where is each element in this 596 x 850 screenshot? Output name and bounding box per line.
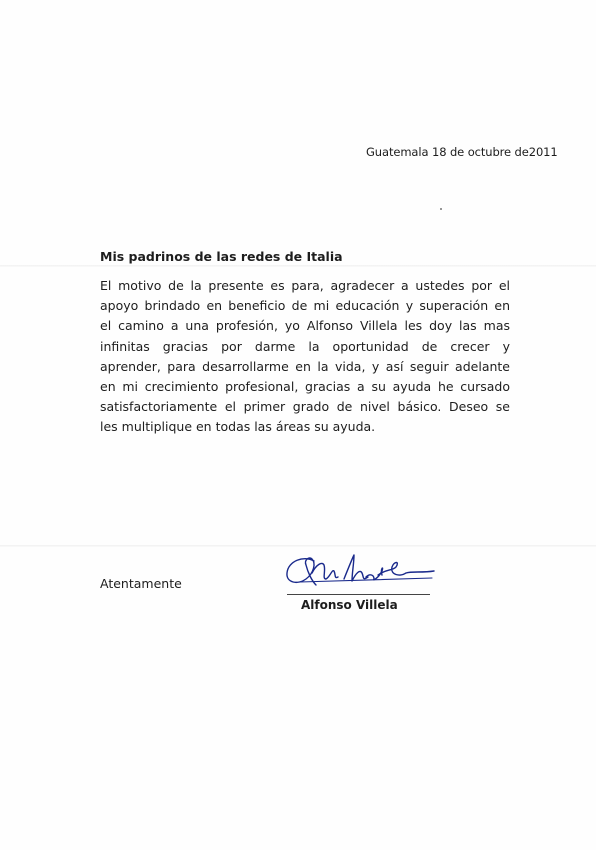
letter-greeting: Mis padrinos de las redes de Italia — [100, 249, 343, 264]
body-line-1: El motivo de la presente es para, agradecer a ustedes por el — [100, 278, 510, 293]
letter-body — [100, 276, 510, 438]
ink-speck — [440, 208, 442, 210]
signer-name: Alfonso Villela — [301, 598, 398, 612]
body-line-8: les multiplique en todas las áreas su ayuda. — [100, 419, 376, 435]
letter-date: Guatemala 18 de octubre de2011 — [366, 145, 558, 159]
body-line-4: infinitas gracias por darme la oportunidad de crecer y — [100, 338, 510, 354]
body-line-3: el camino a una profesión, yo Alfonso Villela les doy las mas — [100, 318, 510, 334]
body-line-5: aprender, para desarrollarme en la vida, y así seguir adelante — [100, 358, 510, 374]
body-line-2: apoyo brindado en beneficio de mi educación y superación en — [100, 298, 510, 314]
signature-line — [287, 594, 430, 595]
paper-fold-line-bottom — [0, 545, 596, 547]
body-line-6: en mi crecimiento profesional, gracias a su ayuda he cursado — [100, 379, 510, 395]
letter-closing: Atentamente — [100, 576, 182, 591]
handwritten-signature — [282, 551, 442, 595]
paper-fold-line-top — [0, 265, 596, 267]
body-line-7: satisfactoriamente el primer grado de nivel básico. Deseo se — [100, 399, 510, 415]
